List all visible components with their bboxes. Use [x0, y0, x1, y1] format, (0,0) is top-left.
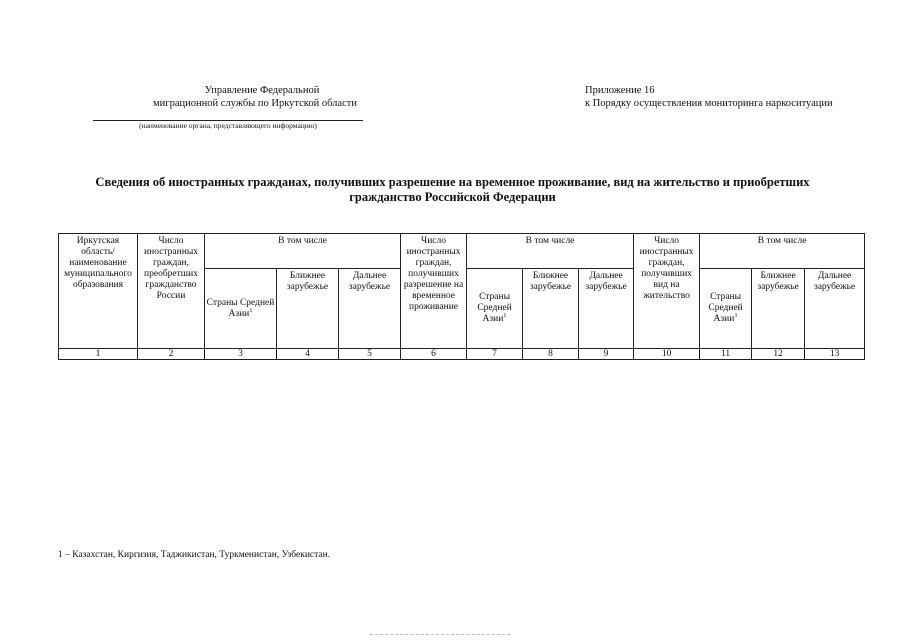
header-far-abroad-3-label: Дальнее зарубежье	[813, 271, 856, 292]
column-number: 2	[138, 349, 205, 360]
organization-header	[120, 84, 390, 110]
scan-artifact-line	[370, 634, 510, 635]
footnote: 1 – Казахстан, Киргизия, Таджикистан, Туркменистан, Узбекистан.	[58, 550, 331, 560]
header-near-abroad-3	[752, 269, 805, 349]
column-number: 7	[467, 349, 523, 360]
header-group-residence-permit-label: В том числе	[757, 236, 807, 246]
header-central-asia-1-label: Страны Средней Азии	[206, 297, 275, 319]
footnote-marker: 1	[503, 311, 507, 319]
header-far-abroad-3	[805, 269, 865, 349]
footnote-marker: 1	[249, 306, 253, 314]
header-group-citizenship	[205, 234, 401, 269]
column-number: 12	[752, 349, 805, 360]
report-table-container	[58, 233, 864, 360]
signature-caption: (наименование органа, представляющего информацию)	[139, 121, 317, 130]
column-number: 4	[277, 349, 339, 360]
header-central-asia-3	[700, 269, 752, 349]
header-temporary-residence-count-label: Число иностранных граждан, получивших разрешение на временное проживание	[403, 236, 464, 312]
header-near-abroad-3-label: Ближнее зарубежье	[757, 271, 799, 292]
appendix-header	[585, 84, 885, 110]
document-title: Сведения об иностранных гражданах, получивших разрешение на временное проживание, вид на жительство и приобретших гражданство Российской Федерации	[95, 175, 810, 204]
header-far-abroad-1-label: Дальнее зарубежье	[348, 271, 391, 292]
column-number: 11	[700, 349, 752, 360]
column-number-row	[59, 349, 865, 360]
header-central-asia-2-label: Страны Средней Азии	[477, 292, 512, 324]
column-number: 8	[523, 349, 579, 360]
header-far-abroad-2	[579, 269, 634, 349]
organization-name-line2: миграционной службы по Иркутской области	[153, 98, 357, 109]
header-central-asia-1	[205, 269, 277, 349]
header-far-abroad-2-label: Дальнее зарубежье	[585, 271, 627, 292]
header-near-abroad-1	[277, 269, 339, 349]
appendix-number: Приложение 16	[585, 85, 655, 96]
header-near-abroad-2	[523, 269, 579, 349]
header-residence-permit-count-label: Число иностранных граждан, получивших вид на жительство	[639, 236, 694, 301]
header-temporary-residence-count	[401, 234, 467, 349]
column-number: 1	[59, 349, 138, 360]
header-group-residence-permit	[700, 234, 865, 269]
header-region	[59, 234, 138, 349]
column-number: 3	[205, 349, 277, 360]
table-header-row-1	[59, 234, 865, 269]
header-near-abroad-2-label: Ближнее зарубежье	[529, 271, 572, 292]
header-residence-permit-count	[634, 234, 700, 349]
header-citizenship-count	[138, 234, 205, 349]
report-table	[58, 233, 865, 360]
header-group-temporary-residence	[467, 234, 634, 269]
header-far-abroad-1	[339, 269, 401, 349]
appendix-reference: к Порядку осуществления мониторинга наркоситуации	[585, 98, 833, 109]
organization-name-line1: Управление Федеральной	[204, 85, 320, 96]
footnote-marker: 1	[734, 311, 738, 319]
header-citizenship-count-label: Число иностранных граждан, преобретших гражданство России	[144, 236, 198, 301]
header-near-abroad-1-label: Ближнее зарубежье	[286, 271, 329, 292]
header-central-asia-3-label: Страны Средней Азии	[708, 292, 743, 324]
column-number: 6	[401, 349, 467, 360]
column-number: 10	[634, 349, 700, 360]
column-number: 13	[805, 349, 865, 360]
column-number: 9	[579, 349, 634, 360]
header-group-citizenship-label: В том числе	[278, 236, 327, 246]
header-region-label: Иркутская область/ наименование муниципального образования	[64, 236, 132, 290]
header-group-temporary-residence-label: В том числе	[525, 236, 575, 246]
header-central-asia-2	[467, 269, 523, 349]
column-number: 5	[339, 349, 401, 360]
